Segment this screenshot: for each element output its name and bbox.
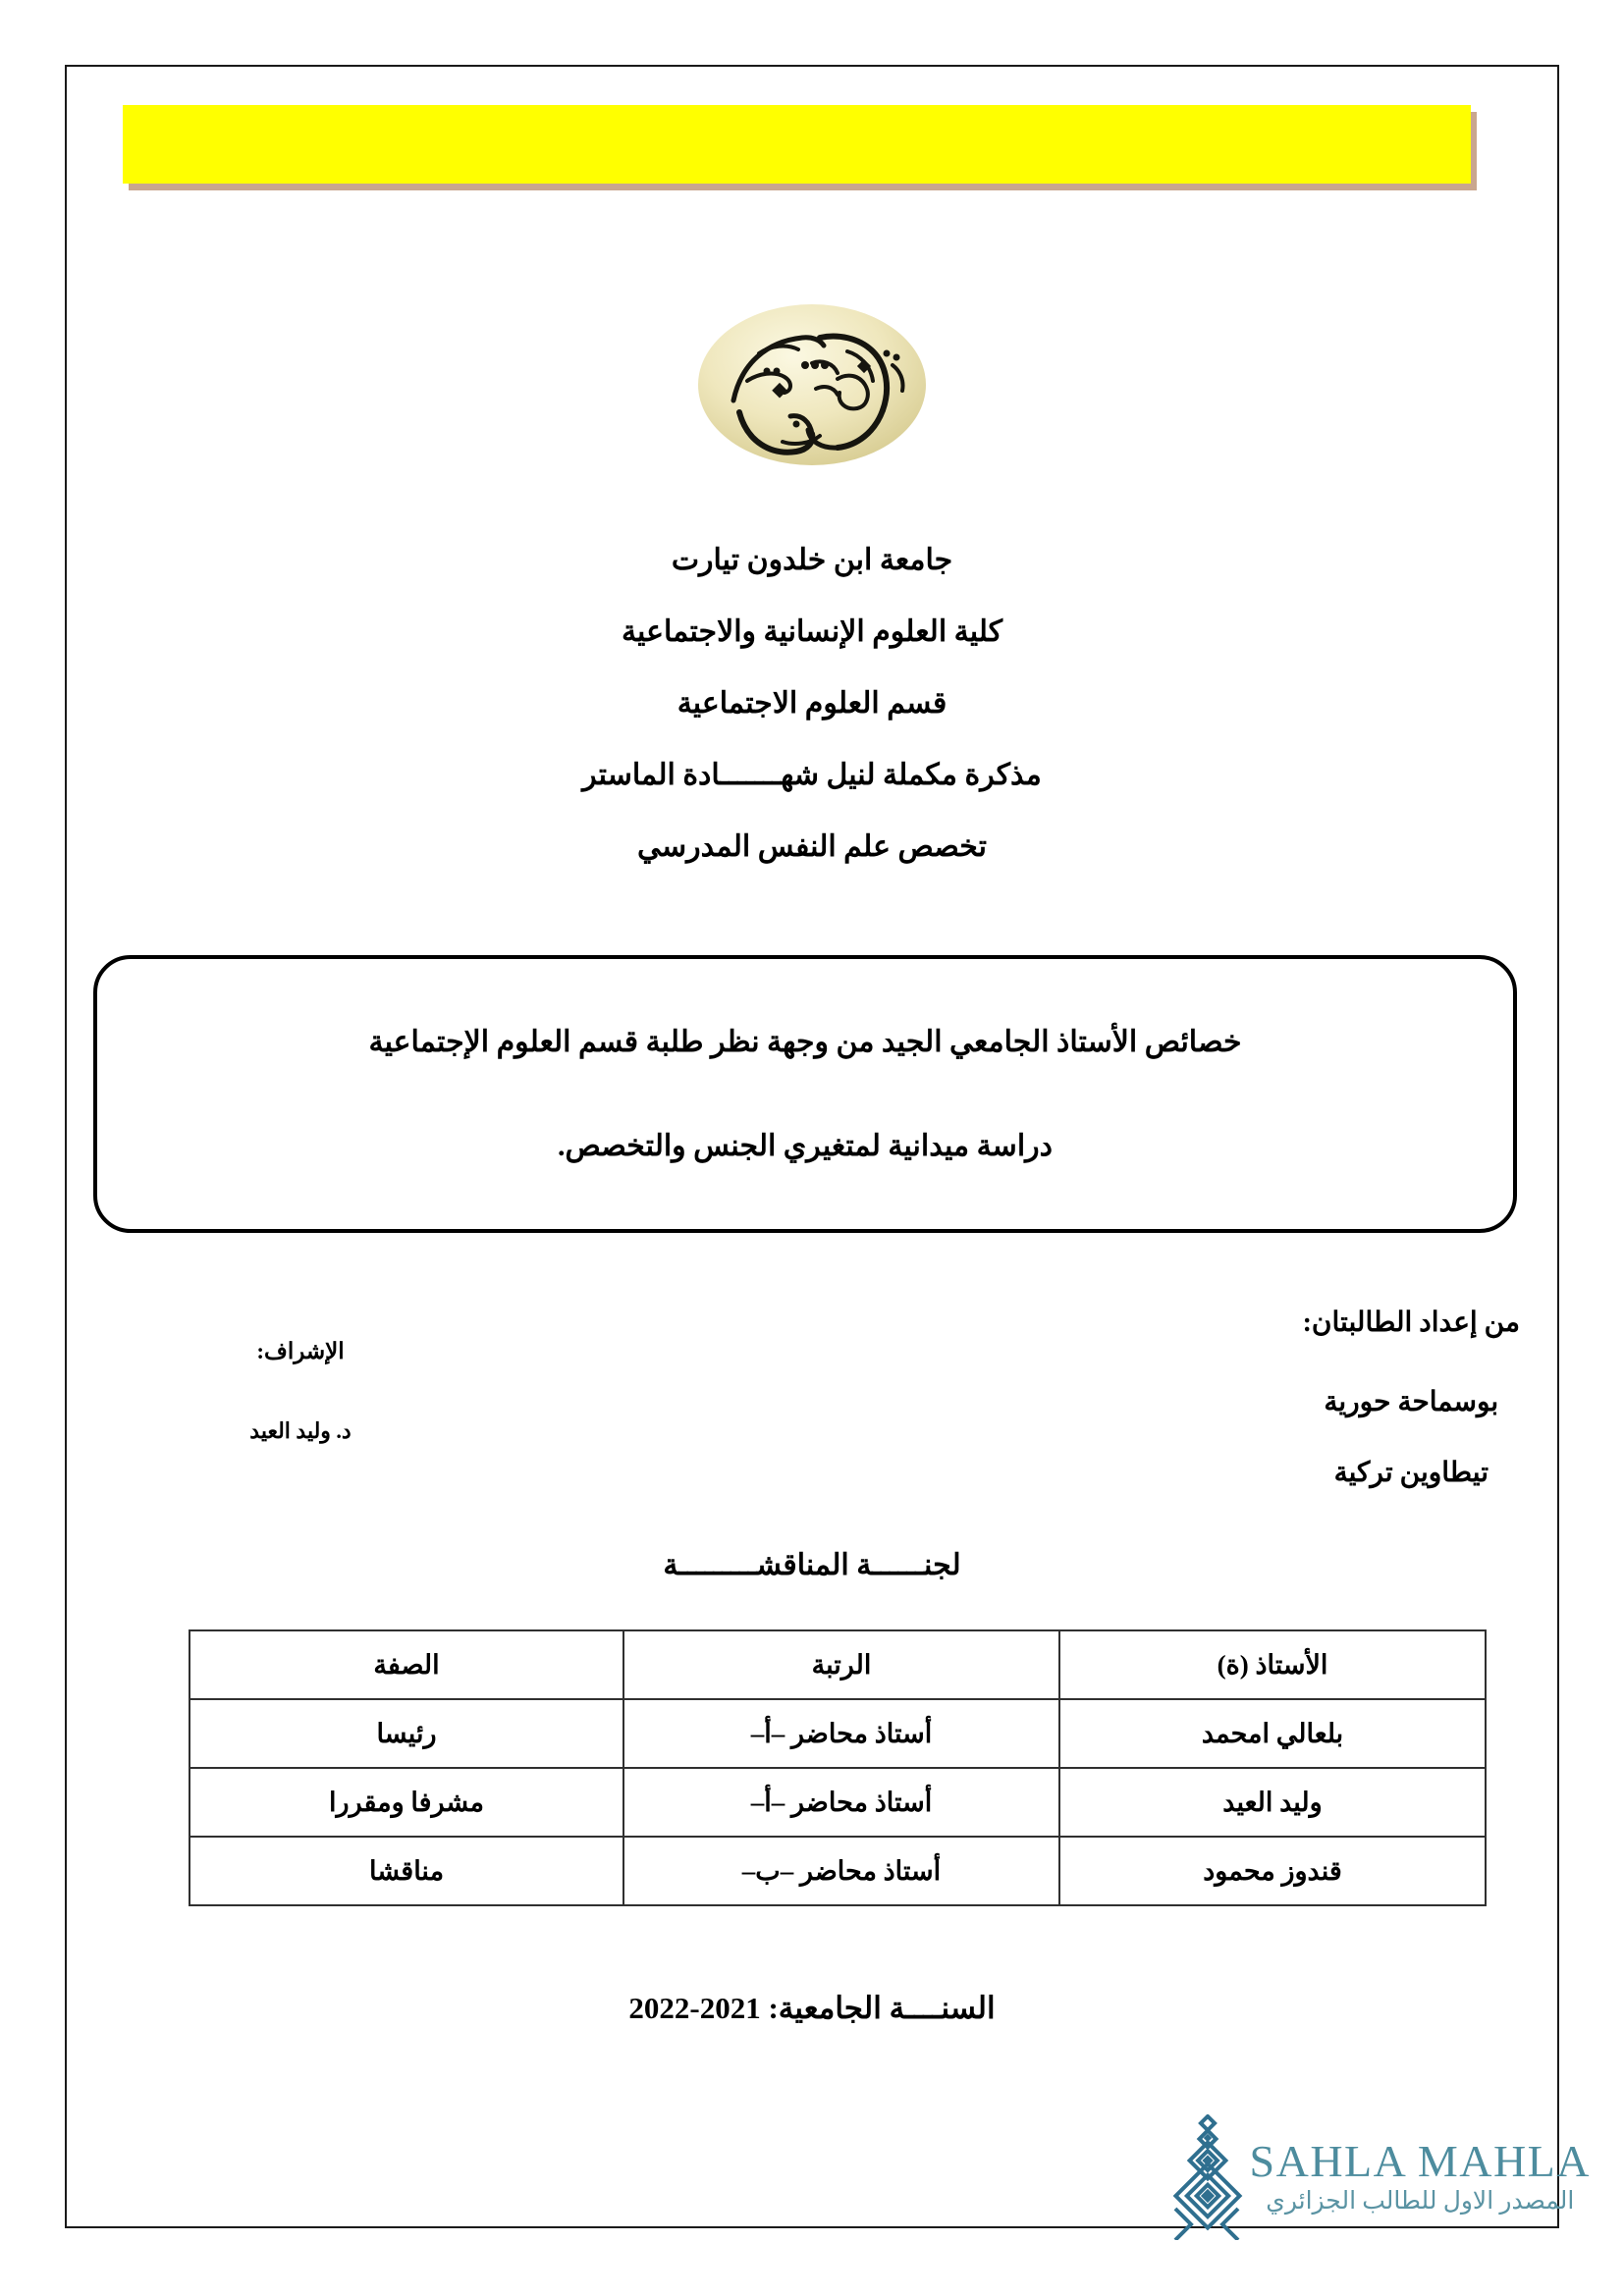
table-row (189, 1768, 1486, 1837)
supervisor-name: د. وليد العيد (249, 1418, 352, 1443)
cell-rank: أستاذ محاضر –أ– (623, 1768, 1059, 1837)
header-line-faculty: كلية العلوم الإنسانية والاجتماعية (621, 615, 1003, 648)
cell-role: مناقشا (189, 1837, 623, 1905)
author-name-2: تيطاوين تركية (1333, 1458, 1489, 1488)
table-row (189, 1837, 1486, 1905)
thesis-title-box (93, 955, 1517, 1233)
header-line-university: جامعة ابن خلدون تيارت (671, 544, 953, 576)
authors-label: من إعداد الطالبتان: (1302, 1308, 1520, 1338)
table-row (189, 1699, 1486, 1768)
cell-professor: قندوز محمود (1059, 1837, 1486, 1905)
header-line-degree: مذكرة مكملة لنيل شهـــــــادة الماستر (582, 759, 1042, 791)
cell-rank: أستاذ محاضر –أ– (623, 1699, 1059, 1768)
authors-column (1303, 1306, 1520, 1526)
cell-professor: وليد العيد (1059, 1768, 1486, 1837)
institution-header-block (0, 546, 1624, 904)
academic-year-label: السنــــة الجامعية: 2021-2022 (628, 1991, 996, 2025)
thesis-title-main: خصائص الأستاذ الجامعي الجيد من وجهة نظر طلبة قسم العلوم الإجتماعية (368, 1025, 1242, 1058)
yellow-highlight-banner (123, 105, 1471, 184)
watermark-title: SAHLA MAHLA (1249, 2136, 1591, 2187)
sahla-mahla-watermark (1119, 2109, 1591, 2246)
university-emblem-container (0, 294, 1624, 476)
column-header-professor: الأستاذ (ة) (1059, 1630, 1486, 1699)
cell-rank: أستاذ محاضر –ب– (623, 1837, 1059, 1905)
thesis-title-subtitle: دراسة ميدانية لمتغيري الجنس والتخصص. (558, 1129, 1053, 1162)
cell-role: مشرفا ومقررا (189, 1768, 623, 1837)
authors-and-supervisor-zone (65, 1306, 1559, 1531)
author-name-1: بوسماحة حورية (1324, 1387, 1499, 1417)
table-header-row (189, 1630, 1486, 1699)
supervisor-label: الإشراف: (256, 1339, 345, 1363)
column-header-rank: الرتبة (623, 1630, 1059, 1699)
watermark-text-column (1249, 2136, 1591, 2216)
watermark-subtitle: المصدر الاول للطالب الجزائري (1266, 2188, 1575, 2216)
sahla-mahla-logo-icon (1167, 2114, 1246, 2240)
column-header-role: الصفة (189, 1630, 623, 1699)
cell-professor: بلعالي امحمد (1059, 1699, 1486, 1768)
supervisor-column (153, 1339, 448, 1444)
committee-heading: لجنــــــة المناقشـــــــــة (663, 1549, 961, 1581)
header-line-specialty: تخصص علم النفس المدرسي (637, 830, 987, 863)
university-emblem-icon (665, 294, 959, 476)
cell-role: رئيسا (189, 1699, 623, 1768)
committee-table (189, 1629, 1487, 1906)
header-line-department: قسم العلوم الاجتماعية (677, 687, 947, 720)
